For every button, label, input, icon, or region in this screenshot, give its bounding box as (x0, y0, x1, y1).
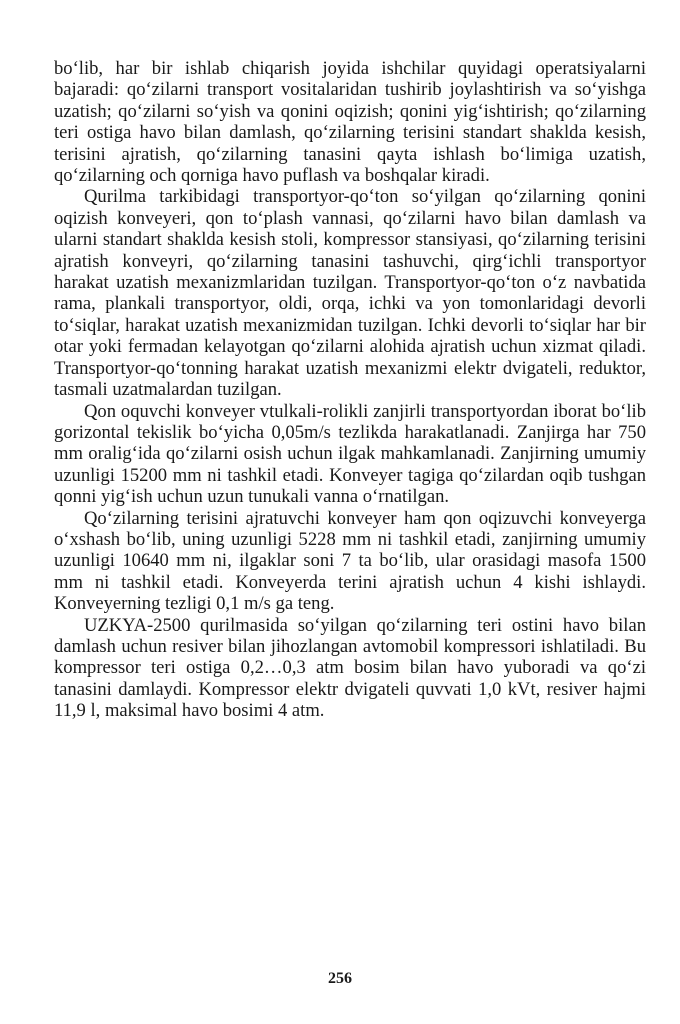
paragraph-5: UZKYA-2500 qurilmasida so‘yilgan qo‘zilarning teri ostini havo bilan damlash uchun resiver bilan jihozlangan avtomobil kompressori ishlatiladi. Bu kompressor teri ostiga 0,2…0,3 atm bosim bilan havo yuboradi va qo‘zi tanasini damlaydi. Kompressor elektr dvigateli quvvati 1,0 kVt, resiver hajmi 11,9 l, maksimal havo bosimi 4 atm. (54, 614, 646, 722)
paragraph-1: bo‘lib, har bir ishlab chiqarish joyida ishchilar quyidagi operatsiyalarni bajaradi: qo‘zilarni transport vositalaridan tushirib joylashtirish va so‘yishga uzatish; qo‘zilarni so‘yish va qonini oqizish; qonini yig‘ishtirish; qo‘zilarning teri ostiga havo bilan damlash, qo‘zilarning terisini standart shaklda kesish, terisini ajratish, qo‘zilarning tanasini qayta ishlash bo‘limiga uzatish, qo‘zilarning och qorniga havo puflash va boshqalar kiradi. (54, 58, 646, 187)
paragraph-2: Qurilma tarkibidagi transportyor-qo‘ton so‘yilgan qo‘zilarning qonini oqizish konveyeri, qon to‘plash vannasi, qo‘zilarni havo bilan damlash va ularni standart shaklda kesish stoli, kompressor stansiyasi, qo‘zilarning terisini ajratish konveyri, qo‘zilarning tanasini tashuvchi, qirg‘ichli transportyor harakat uzatish mexanizmlaridan tuzilgan. Transportyor-qo‘ton o‘z navbatida rama, plankali transportyor, oldi, orqa, ichki va yon tomonlaridagi devorli to‘siqlar, harakat uzatish mexanizmidan tuzilgan. Ichki devorli to‘siqlar har bir otar yoki fermadan kelayotgan qo‘zilarni alohida ajratish uchun xizmat qiladi. Transportyor-qo‘tonning harakat uzatish mexanizmi elektr dvigateli, reduktor, tasmali uzatmalardan tuzilgan. (54, 186, 646, 401)
paragraph-3: Qon oquvchi konveyer vtulkali-rolikli zanjirli transportyordan iborat bo‘lib gorizontal tekislik bo‘yicha 0,05m/s tezlikda harakatlanadi. Zanjirga har 750 mm oralig‘ida qo‘zilarni osish uchun ilgak mahkamlanadi. Zanjirning umumiy uzunligi 15200 mm ni tashkil etadi. Konveyer tagiga qo‘zilardan oqib tushgan qonni yig‘ish uchun uzun tunukali vanna o‘rnatilgan. (54, 400, 646, 508)
page-number: 256 (328, 970, 352, 987)
page-body (54, 58, 646, 722)
paragraph-4: Qo‘zilarning terisini ajratuvchi konveyer ham qon oqizuvchi konveyerga o‘xshash bo‘lib, uning uzunligi 5228 mm ni tashkil etadi, zanjirning umumiy uzunligi 10640 mm ni, ilgaklar soni 7 ta bo‘lib, ular orasidagi masofa 1500 mm ni tashkil etadi. Konveyerda terini ajratish uchun 4 kishi ishlaydi. Konveyerning tezligi 0,1 m/s ga teng. (54, 507, 646, 615)
